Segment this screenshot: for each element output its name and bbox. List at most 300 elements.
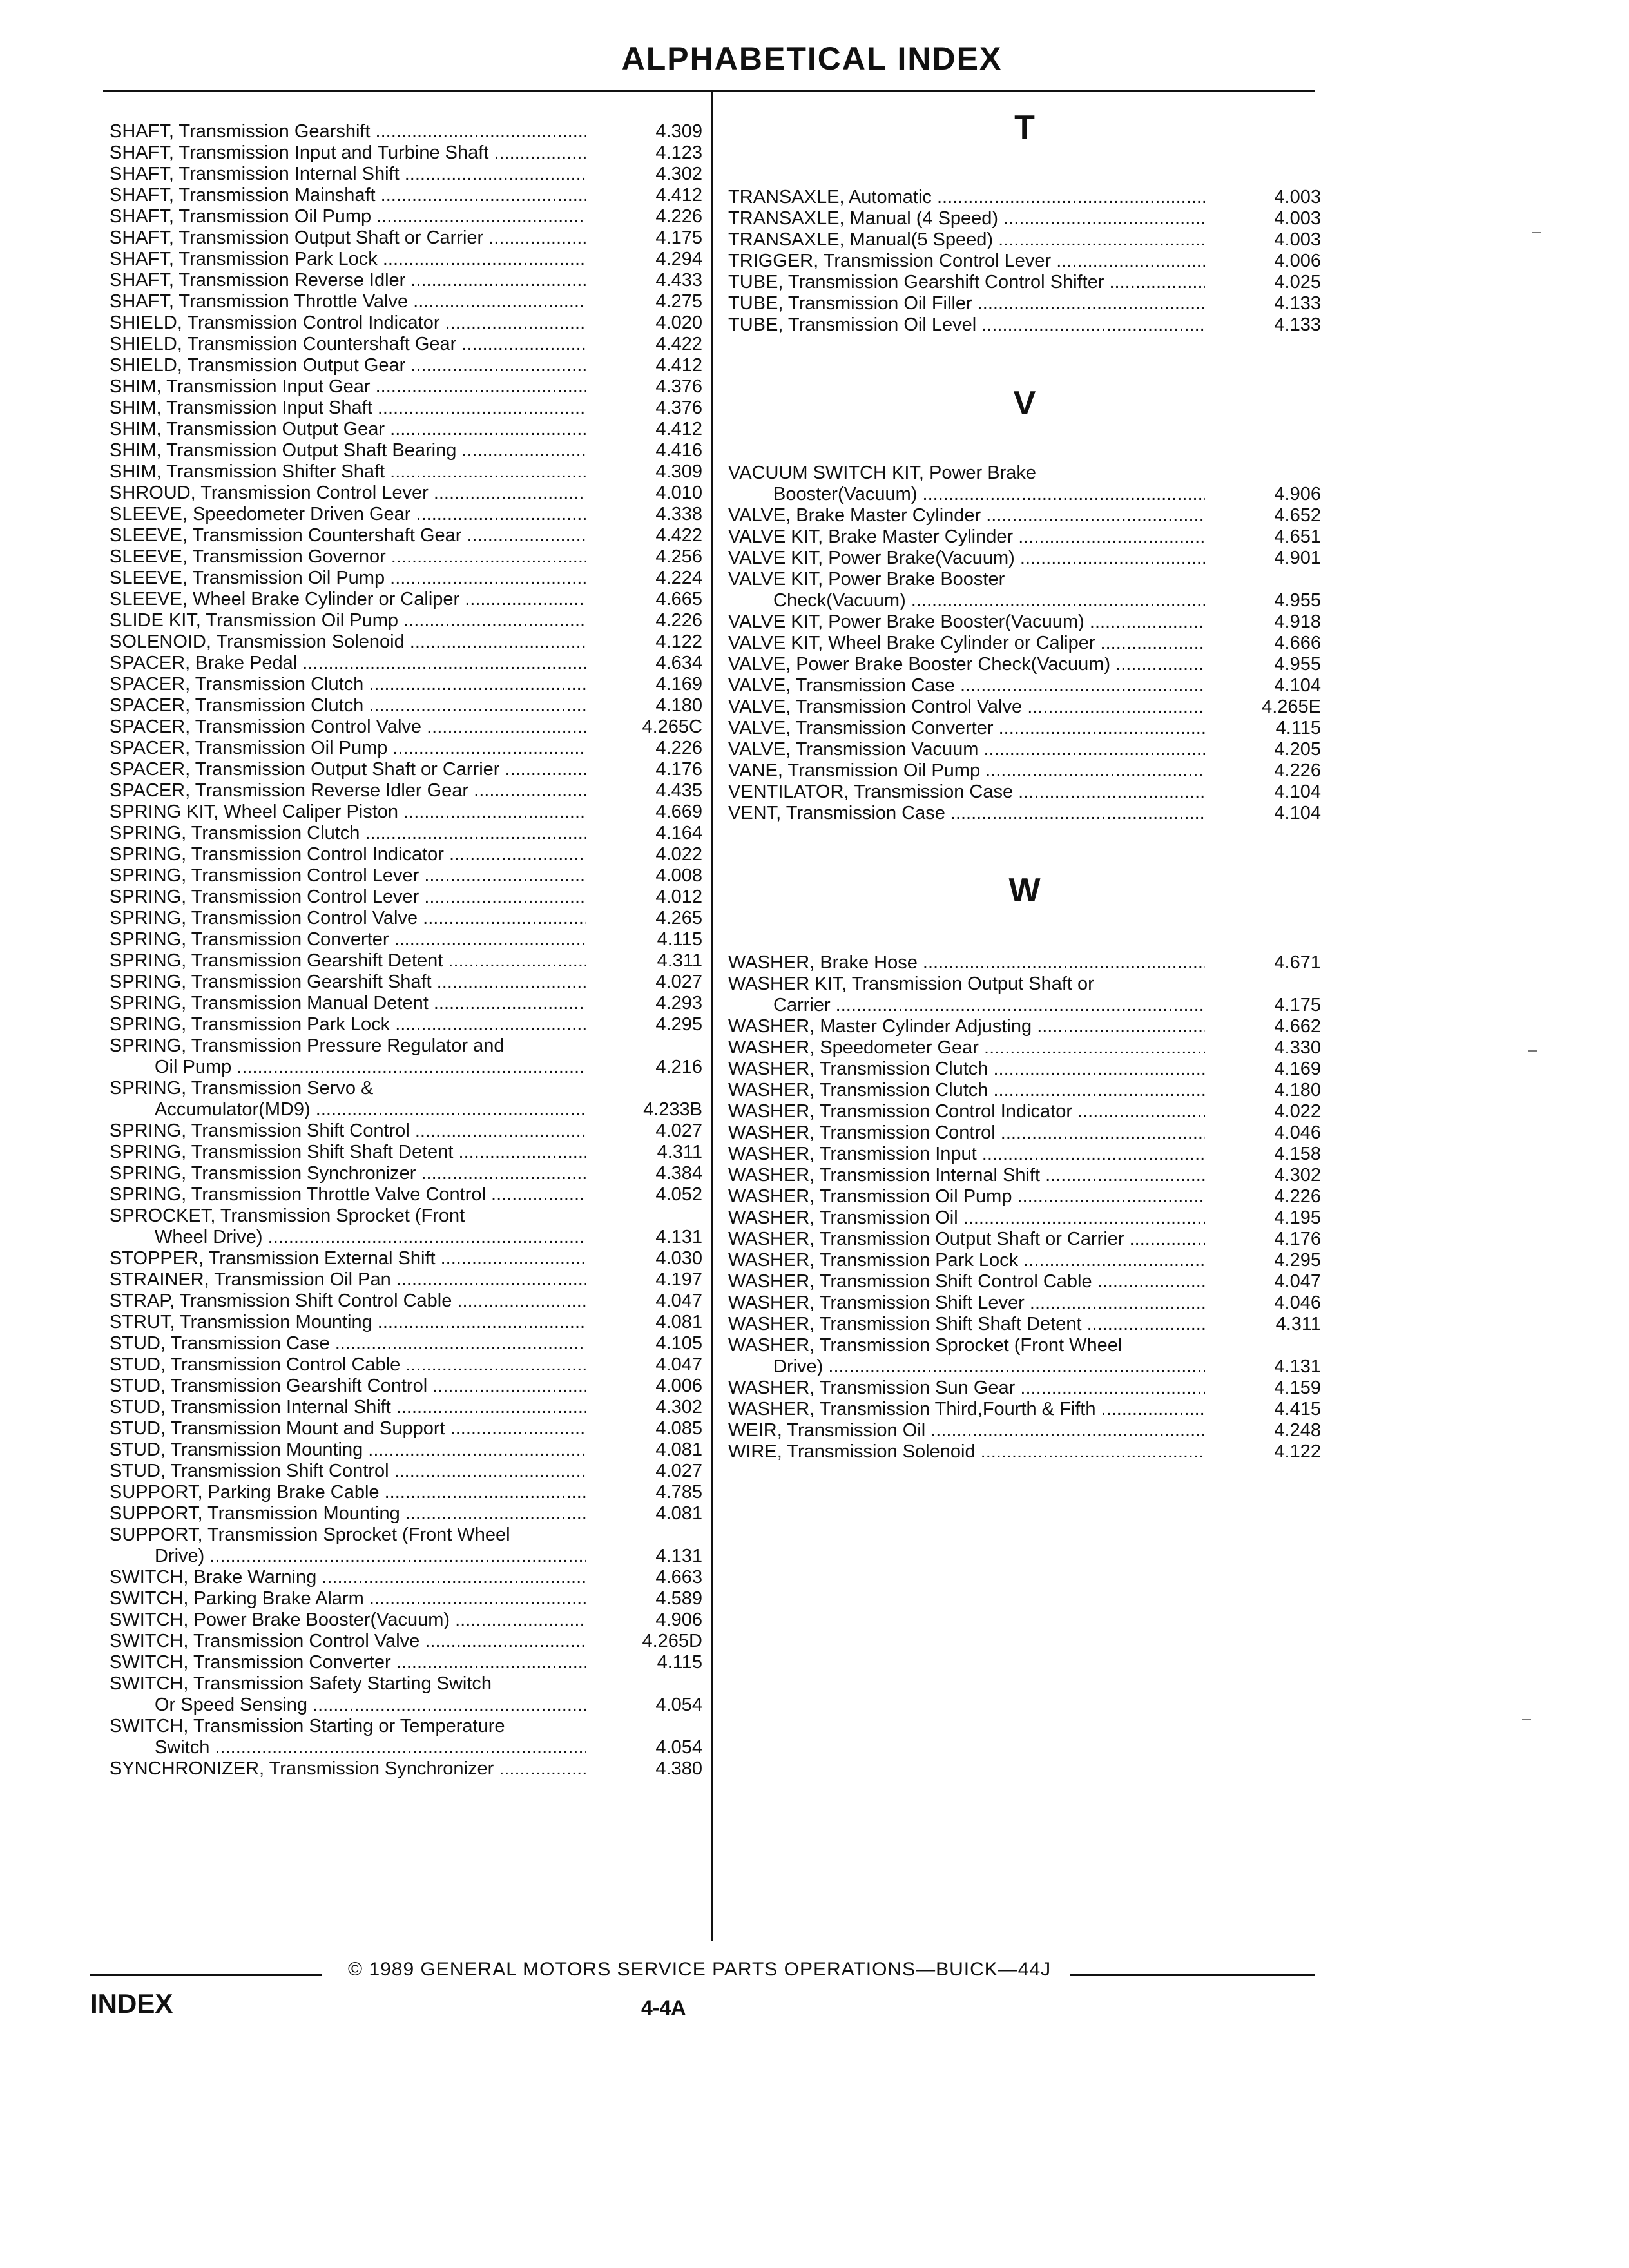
entry-page-ref: 4.376	[655, 376, 702, 397]
index-entry	[728, 272, 1321, 293]
index-entry	[110, 1673, 702, 1695]
entry-label: SHROUD, Transmission Control Lever .....	[110, 483, 586, 504]
index-entry	[728, 782, 1321, 803]
entry-label: STRUT, Transmission Mounting .....	[110, 1312, 586, 1333]
index-entry	[110, 334, 702, 355]
index-entry	[110, 312, 702, 334]
index-entry	[728, 1314, 1321, 1335]
index-entry	[110, 1588, 702, 1610]
index-entry	[110, 802, 702, 823]
entry-label: WASHER, Transmission Sprocket (Front Wheel	[728, 1335, 1123, 1356]
entry-label: WASHER, Transmission Clutch .....	[728, 1059, 1205, 1080]
entry-page-ref: 4.634	[655, 653, 702, 673]
entry-label: WASHER, Brake Hose .....	[728, 952, 1205, 974]
footer-rule-left	[90, 1974, 322, 1976]
entry-label: VANE, Transmission Oil Pump .....	[728, 760, 1205, 782]
entry-label: SHIELD, Transmission Control Indicator .....	[110, 312, 586, 334]
entry-label: SWITCH, Parking Brake Alarm .....	[110, 1588, 586, 1610]
entry-page-ref: 4.412	[655, 355, 702, 376]
entry-page-ref: 4.122	[1274, 1441, 1321, 1462]
index-entry	[110, 950, 702, 972]
entry-page-ref: 4.589	[655, 1588, 702, 1609]
entry-page-ref: 4.955	[1274, 654, 1321, 675]
index-entry	[110, 376, 702, 398]
index-entry	[110, 823, 702, 844]
index-entry-continuation	[110, 1737, 702, 1758]
index-entry	[728, 654, 1321, 675]
index-entry	[110, 1758, 702, 1780]
entry-label: WASHER, Transmission Third,Fourth & Fifth .....	[728, 1399, 1205, 1420]
entry-page-ref: 4.233B	[643, 1099, 702, 1120]
entry-page-ref: 4.265C	[642, 716, 702, 737]
entry-label: SPACER, Transmission Output Shaft or Carrier .....	[110, 759, 586, 780]
entry-label: SHAFT, Transmission Internal Shift .....	[110, 164, 586, 185]
entry-page-ref: 4.020	[655, 312, 702, 333]
entry-page-ref: 4.085	[655, 1418, 702, 1439]
entry-label: WASHER, Transmission Shift Shaft Detent .....	[728, 1314, 1205, 1335]
index-entry	[110, 291, 702, 312]
entry-label: SHAFT, Transmission Gearshift .....	[110, 121, 586, 142]
entry-page-ref: 4.256	[655, 546, 702, 567]
index-entry	[110, 1206, 702, 1227]
section-label: INDEX	[90, 1988, 173, 2019]
entry-label: SPRING, Transmission Control Lever .....	[110, 865, 586, 887]
entry-label: WASHER, Master Cylinder Adjusting .....	[728, 1016, 1205, 1037]
entry-page-ref: 4.054	[655, 1695, 702, 1715]
entry-label: VALVE, Transmission Vacuum .....	[728, 739, 1205, 760]
index-entry	[110, 695, 702, 716]
index-entry	[728, 1080, 1321, 1101]
margin-mark	[1532, 232, 1541, 233]
entry-page-ref: 4.412	[655, 185, 702, 206]
entry-page-ref: 4.176	[1274, 1229, 1321, 1249]
entry-page-ref: 4.265D	[642, 1631, 702, 1651]
index-entry	[728, 1335, 1321, 1356]
entry-page-ref: 4.176	[655, 759, 702, 780]
entry-page-ref: 4.195	[1274, 1207, 1321, 1228]
entry-page-ref: 4.022	[655, 844, 702, 865]
entry-page-ref: 4.175	[655, 227, 702, 248]
index-entry	[110, 568, 702, 589]
entry-label: SUPPORT, Transmission Mounting .....	[110, 1503, 586, 1524]
entry-label: SHAFT, Transmission Throttle Valve .....	[110, 291, 586, 312]
entry-page-ref: 4.133	[1274, 293, 1321, 314]
section-letter-v: V	[1013, 385, 1036, 422]
entry-page-ref: 4.224	[655, 568, 702, 588]
entry-label: SLEEVE, Wheel Brake Cylinder or Caliper .....	[110, 589, 586, 610]
entry-label: SHAFT, Transmission Output Shaft or Carrier .....	[110, 227, 586, 249]
entry-label: VENT, Transmission Case .....	[728, 803, 1205, 824]
margin-mark	[1522, 1719, 1531, 1720]
entry-label: SPACER, Transmission Clutch .....	[110, 695, 586, 716]
index-entry	[110, 1014, 702, 1035]
entry-label-continuation: Or Speed Sensing .....	[155, 1695, 586, 1716]
entry-label: WASHER, Transmission Input .....	[728, 1144, 1205, 1165]
entry-page-ref: 4.022	[1274, 1101, 1321, 1122]
entry-page-ref: 4.164	[655, 823, 702, 843]
entry-page-ref: 4.665	[655, 589, 702, 610]
index-entry	[110, 546, 702, 568]
index-entry	[728, 314, 1321, 336]
entry-label: STUD, Transmission Case .....	[110, 1333, 586, 1354]
entry-page-ref: 4.006	[655, 1376, 702, 1396]
entry-label: SWITCH, Transmission Starting or Temperature	[110, 1716, 505, 1736]
index-entry	[110, 142, 702, 164]
entry-page-ref: 4.662	[1274, 1016, 1321, 1037]
index-entry	[728, 803, 1321, 824]
entry-label: TRANSAXLE, Manual (4 Speed) .....	[728, 208, 1205, 229]
index-entry	[110, 865, 702, 887]
entry-label-continuation: Switch .....	[155, 1737, 586, 1758]
entry-page-ref: 4.302	[1274, 1165, 1321, 1186]
entry-page-ref: 4.216	[655, 1057, 702, 1077]
entry-page-ref: 4.003	[1274, 187, 1321, 207]
page-title: ALPHABETICAL INDEX	[621, 41, 1003, 77]
entry-page-ref: 4.226	[655, 738, 702, 758]
entry-label: SPRING, Transmission Control Indicator .....	[110, 844, 586, 865]
entry-label: SWITCH, Transmission Safety Starting Switch	[110, 1673, 492, 1694]
index-entry	[728, 293, 1321, 314]
entry-page-ref: 4.416	[655, 440, 702, 461]
index-entry	[110, 1567, 702, 1588]
index-entry	[110, 121, 702, 142]
entry-label: VALVE, Transmission Control Valve .....	[728, 697, 1205, 718]
entry-page-ref: 4.226	[655, 610, 702, 631]
index-entry	[110, 674, 702, 695]
entry-page-ref: 4.158	[1274, 1144, 1321, 1164]
entry-label: WEIR, Transmission Oil .....	[728, 1420, 1205, 1441]
entry-page-ref: 4.047	[1274, 1271, 1321, 1292]
index-entry	[110, 1418, 702, 1439]
index-entry	[110, 355, 702, 376]
index-entry	[110, 844, 702, 865]
entry-label-continuation: Check(Vacuum) .....	[773, 590, 1205, 611]
entry-label: SPRING, Transmission Throttle Valve Control .....	[110, 1184, 586, 1206]
index-entry	[110, 164, 702, 185]
index-entry	[728, 1441, 1321, 1463]
index-entry	[110, 1291, 702, 1312]
entry-label: SPRING, Transmission Clutch .....	[110, 823, 586, 844]
entry-page-ref: 4.955	[1274, 590, 1321, 611]
entry-label: SHIELD, Transmission Countershaft Gear .....	[110, 334, 586, 355]
entry-label: VALVE, Transmission Converter .....	[728, 718, 1205, 739]
index-entry	[728, 1186, 1321, 1207]
entry-label: VALVE, Power Brake Booster Check(Vacuum) .....	[728, 654, 1205, 675]
index-entry	[728, 1271, 1321, 1293]
entry-label: SHIM, Transmission Output Gear .....	[110, 419, 586, 440]
entry-page-ref: 4.180	[655, 695, 702, 716]
index-entry-continuation	[728, 484, 1321, 505]
entry-label: SPRING, Transmission Gearshift Shaft .....	[110, 972, 586, 993]
index-entry	[110, 227, 702, 249]
index-entry	[110, 1035, 702, 1057]
entry-label: VALVE KIT, Power Brake Booster	[728, 569, 1005, 590]
index-entry	[110, 504, 702, 525]
entry-page-ref: 4.435	[655, 780, 702, 801]
entry-label: TRANSAXLE, Manual(5 Speed) .....	[728, 229, 1205, 251]
entry-label: SHIM, Transmission Output Shaft Bearing .....	[110, 440, 586, 461]
entry-label: SPACER, Transmission Reverse Idler Gear .....	[110, 780, 586, 802]
entry-page-ref: 4.175	[1274, 995, 1321, 1015]
entry-page-ref: 4.918	[1274, 611, 1321, 632]
index-entry	[110, 1269, 702, 1291]
index-entry	[110, 1376, 702, 1397]
entry-label: VENTILATOR, Transmission Case .....	[728, 782, 1205, 803]
entry-page-ref: 4.115	[1275, 718, 1321, 738]
entry-page-ref: 4.415	[1274, 1399, 1321, 1419]
entry-page-ref: 4.663	[655, 1567, 702, 1588]
index-entry	[110, 1354, 702, 1376]
entry-label: STUD, Transmission Mounting .....	[110, 1439, 586, 1461]
index-entry	[110, 440, 702, 461]
entry-page-ref: 4.012	[655, 887, 702, 907]
index-entry	[110, 716, 702, 738]
index-entry	[728, 1144, 1321, 1165]
entry-page-ref: 4.265	[655, 908, 702, 928]
entry-label: SPRING, Transmission Gearshift Detent .....	[110, 950, 586, 972]
footer-copyright: © 1989 GENERAL MOTORS SERVICE PARTS OPERATIONS—BUICK—44J	[348, 1959, 1052, 1980]
index-entry	[110, 1248, 702, 1269]
entry-page-ref: 4.046	[1274, 1293, 1321, 1313]
index-entry	[728, 1016, 1321, 1037]
index-entry	[110, 610, 702, 631]
index-entry	[110, 461, 702, 483]
entry-page-ref: 4.311	[1275, 1314, 1321, 1334]
entry-label: SHAFT, Transmission Input and Turbine Shaft .....	[110, 142, 586, 164]
entry-label: SPRING, Transmission Control Valve .....	[110, 908, 586, 929]
footer-rule-right	[1070, 1974, 1315, 1976]
index-entry-continuation	[728, 590, 1321, 611]
index-entry	[110, 249, 702, 270]
entry-label: SLEEVE, Transmission Governor .....	[110, 546, 586, 568]
entry-page-ref: 4.131	[1274, 1356, 1321, 1377]
entry-label-continuation: Wheel Drive) .....	[155, 1227, 586, 1248]
index-entry	[110, 1163, 702, 1184]
entry-label-continuation: Drive) .....	[773, 1356, 1205, 1378]
entry-label: SPROCKET, Transmission Sprocket (Front	[110, 1206, 465, 1226]
entry-label: SLEEVE, Transmission Countershaft Gear .....	[110, 525, 586, 546]
entry-label: SHIM, Transmission Shifter Shaft .....	[110, 461, 586, 483]
index-entry	[110, 1503, 702, 1524]
entry-label: SWITCH, Power Brake Booster(Vacuum) .....	[110, 1610, 586, 1631]
entry-label: SPACER, Brake Pedal .....	[110, 653, 586, 674]
index-entry	[110, 1631, 702, 1652]
entry-label: SPRING, Transmission Synchronizer .....	[110, 1163, 586, 1184]
index-entry	[728, 1420, 1321, 1441]
index-entry	[110, 780, 702, 802]
header-rule	[103, 90, 1315, 92]
index-entry	[110, 653, 702, 674]
index-entry	[728, 251, 1321, 272]
entry-label: SYNCHRONIZER, Transmission Synchronizer .....	[110, 1758, 586, 1780]
index-entry	[728, 505, 1321, 526]
entry-label: STUD, Transmission Gearshift Control .....	[110, 1376, 586, 1397]
index-entry	[110, 398, 702, 419]
index-entry	[110, 908, 702, 929]
entry-page-ref: 4.054	[655, 1737, 702, 1758]
entry-label: STUD, Transmission Shift Control .....	[110, 1461, 586, 1482]
index-entry	[728, 463, 1321, 484]
entry-page-ref: 4.131	[655, 1227, 702, 1247]
entry-page-ref: 4.311	[657, 1142, 702, 1162]
entry-label: VALVE, Transmission Case .....	[728, 675, 1205, 697]
index-entry	[110, 483, 702, 504]
entry-page-ref: 4.008	[655, 865, 702, 886]
entry-label: VALVE KIT, Power Brake(Vacuum) .....	[728, 548, 1205, 569]
entry-label: VALVE KIT, Wheel Brake Cylinder or Caliper .....	[728, 633, 1205, 654]
entry-page-ref: 4.384	[655, 1163, 702, 1184]
entry-label: SHAFT, Transmission Park Lock .....	[110, 249, 586, 270]
index-entry	[110, 1312, 702, 1333]
entry-page-ref: 4.294	[655, 249, 702, 269]
entry-label: STOPPER, Transmission External Shift .....	[110, 1248, 586, 1269]
entry-page-ref: 4.376	[655, 398, 702, 418]
entry-label-continuation: Carrier .....	[773, 995, 1205, 1016]
entry-page-ref: 4.338	[655, 504, 702, 524]
entry-page-ref: 4.133	[1274, 314, 1321, 335]
entry-page-ref: 4.906	[655, 1610, 702, 1630]
index-entry	[728, 1059, 1321, 1080]
index-entry	[728, 633, 1321, 654]
index-entry	[110, 1120, 702, 1142]
entry-label: SWITCH, Transmission Control Valve .....	[110, 1631, 586, 1652]
entry-page-ref: 4.169	[655, 674, 702, 695]
entry-page-ref: 4.006	[1274, 251, 1321, 271]
entry-page-ref: 4.025	[1274, 272, 1321, 293]
index-entry	[110, 1397, 702, 1418]
index-entry	[110, 1461, 702, 1482]
entry-label: SPRING KIT, Wheel Caliper Piston .....	[110, 802, 586, 823]
entry-page-ref: 4.104	[1274, 782, 1321, 802]
entry-page-ref: 4.651	[1274, 526, 1321, 547]
entry-page-ref: 4.226	[1274, 760, 1321, 781]
index-entry	[110, 738, 702, 759]
index-entry	[728, 1122, 1321, 1144]
index-entry	[728, 187, 1321, 208]
index-entry	[728, 675, 1321, 697]
index-entry	[110, 419, 702, 440]
index-entry	[110, 759, 702, 780]
entry-page-ref: 4.302	[655, 164, 702, 184]
index-entry	[110, 185, 702, 206]
index-entry	[728, 229, 1321, 251]
index-entry-continuation	[110, 1695, 702, 1716]
entry-page-ref: 4.226	[655, 206, 702, 227]
entry-label: SWITCH, Brake Warning .....	[110, 1567, 586, 1588]
entry-page-ref: 4.115	[657, 929, 702, 950]
entry-label: SPRING, Transmission Shift Shaft Detent .....	[110, 1142, 586, 1163]
index-entry	[728, 697, 1321, 718]
entry-label: SOLENOID, Transmission Solenoid .....	[110, 631, 586, 653]
entry-page-ref: 4.785	[655, 1482, 702, 1503]
index-entry	[728, 1165, 1321, 1186]
entry-page-ref: 4.433	[655, 270, 702, 291]
entry-page-ref: 4.309	[655, 121, 702, 142]
entry-page-ref: 4.412	[655, 419, 702, 439]
entry-page-ref: 4.169	[1274, 1059, 1321, 1079]
index-entry	[728, 526, 1321, 548]
entry-label: WASHER, Transmission Output Shaft or Carrier .....	[728, 1229, 1205, 1250]
entry-label: STUD, Transmission Control Cable .....	[110, 1354, 586, 1376]
entry-label: WASHER, Transmission Control .....	[728, 1122, 1205, 1144]
entry-label: SPRING, Transmission Pressure Regulator and	[110, 1035, 505, 1056]
index-entry	[728, 1229, 1321, 1250]
entry-label-continuation: Oil Pump .....	[155, 1057, 586, 1078]
index-entry	[728, 952, 1321, 974]
entry-page-ref: 4.027	[655, 1461, 702, 1481]
entry-page-ref: 4.115	[657, 1652, 702, 1673]
entry-label: TUBE, Transmission Oil Level .....	[728, 314, 1205, 336]
entry-page-ref: 4.652	[1274, 505, 1321, 526]
index-entry	[728, 569, 1321, 590]
entry-label: TRIGGER, Transmission Control Lever .....	[728, 251, 1205, 272]
entry-label: SPRING, Transmission Servo &	[110, 1078, 374, 1099]
entry-page-ref: 4.122	[655, 631, 702, 652]
entry-label: STUD, Transmission Mount and Support .....	[110, 1418, 586, 1439]
index-entry	[728, 739, 1321, 760]
entry-page-ref: 4.671	[1274, 952, 1321, 973]
index-entry	[110, 1333, 702, 1354]
entry-page-ref: 4.131	[655, 1546, 702, 1566]
entry-label: WASHER, Transmission Control Indicator .....	[728, 1101, 1205, 1122]
entry-page-ref: 4.123	[655, 142, 702, 163]
entry-page-ref: 4.666	[1274, 633, 1321, 653]
entry-label: SHAFT, Transmission Mainshaft .....	[110, 185, 586, 206]
entry-label: SHIM, Transmission Input Gear .....	[110, 376, 586, 398]
entry-label: WASHER, Transmission Oil .....	[728, 1207, 1205, 1229]
index-entry	[110, 1142, 702, 1163]
entry-label: SPRING, Transmission Control Lever .....	[110, 887, 586, 908]
entry-label: TUBE, Transmission Gearshift Control Shifter .....	[728, 272, 1205, 293]
entry-label-continuation: Booster(Vacuum) .....	[773, 484, 1205, 505]
entry-page-ref: 4.047	[655, 1291, 702, 1311]
entry-page-ref: 4.295	[655, 1014, 702, 1035]
section-letter-t: T	[1014, 109, 1035, 146]
index-entry	[110, 525, 702, 546]
index-entry	[110, 270, 702, 291]
entry-label: SWITCH, Transmission Converter .....	[110, 1652, 586, 1673]
entry-page-ref: 4.226	[1274, 1186, 1321, 1207]
margin-mark	[1528, 1050, 1537, 1052]
entry-page-ref: 4.197	[655, 1269, 702, 1290]
entry-page-ref: 4.309	[655, 461, 702, 482]
index-entry-continuation	[110, 1227, 702, 1248]
index-entry	[110, 631, 702, 653]
entry-label: SPRING, Transmission Shift Control .....	[110, 1120, 586, 1142]
index-entry	[728, 548, 1321, 569]
entry-page-ref: 4.422	[655, 334, 702, 354]
entry-label: VALVE KIT, Brake Master Cylinder .....	[728, 526, 1205, 548]
index-entry-continuation	[728, 1356, 1321, 1378]
entry-label: WASHER, Transmission Oil Pump .....	[728, 1186, 1205, 1207]
index-entry	[110, 206, 702, 227]
entry-page-ref: 4.275	[655, 291, 702, 312]
entry-label-continuation: Accumulator(MD9) .....	[155, 1099, 586, 1120]
index-entry	[728, 1250, 1321, 1271]
entry-page-ref: 4.180	[1274, 1080, 1321, 1100]
entry-page-ref: 4.311	[657, 950, 702, 971]
entry-page-ref: 4.302	[655, 1397, 702, 1418]
entry-label: SLEEVE, Transmission Oil Pump .....	[110, 568, 586, 589]
entry-page-ref: 4.081	[655, 1312, 702, 1332]
entry-page-ref: 4.422	[655, 525, 702, 546]
index-entry	[728, 208, 1321, 229]
entry-page-ref: 4.265E	[1262, 697, 1321, 717]
entry-label: TRANSAXLE, Automatic .....	[728, 187, 1205, 208]
index-entry-continuation	[110, 1099, 702, 1120]
entry-label: SHIELD, Transmission Output Gear .....	[110, 355, 586, 376]
index-entry	[110, 1610, 702, 1631]
